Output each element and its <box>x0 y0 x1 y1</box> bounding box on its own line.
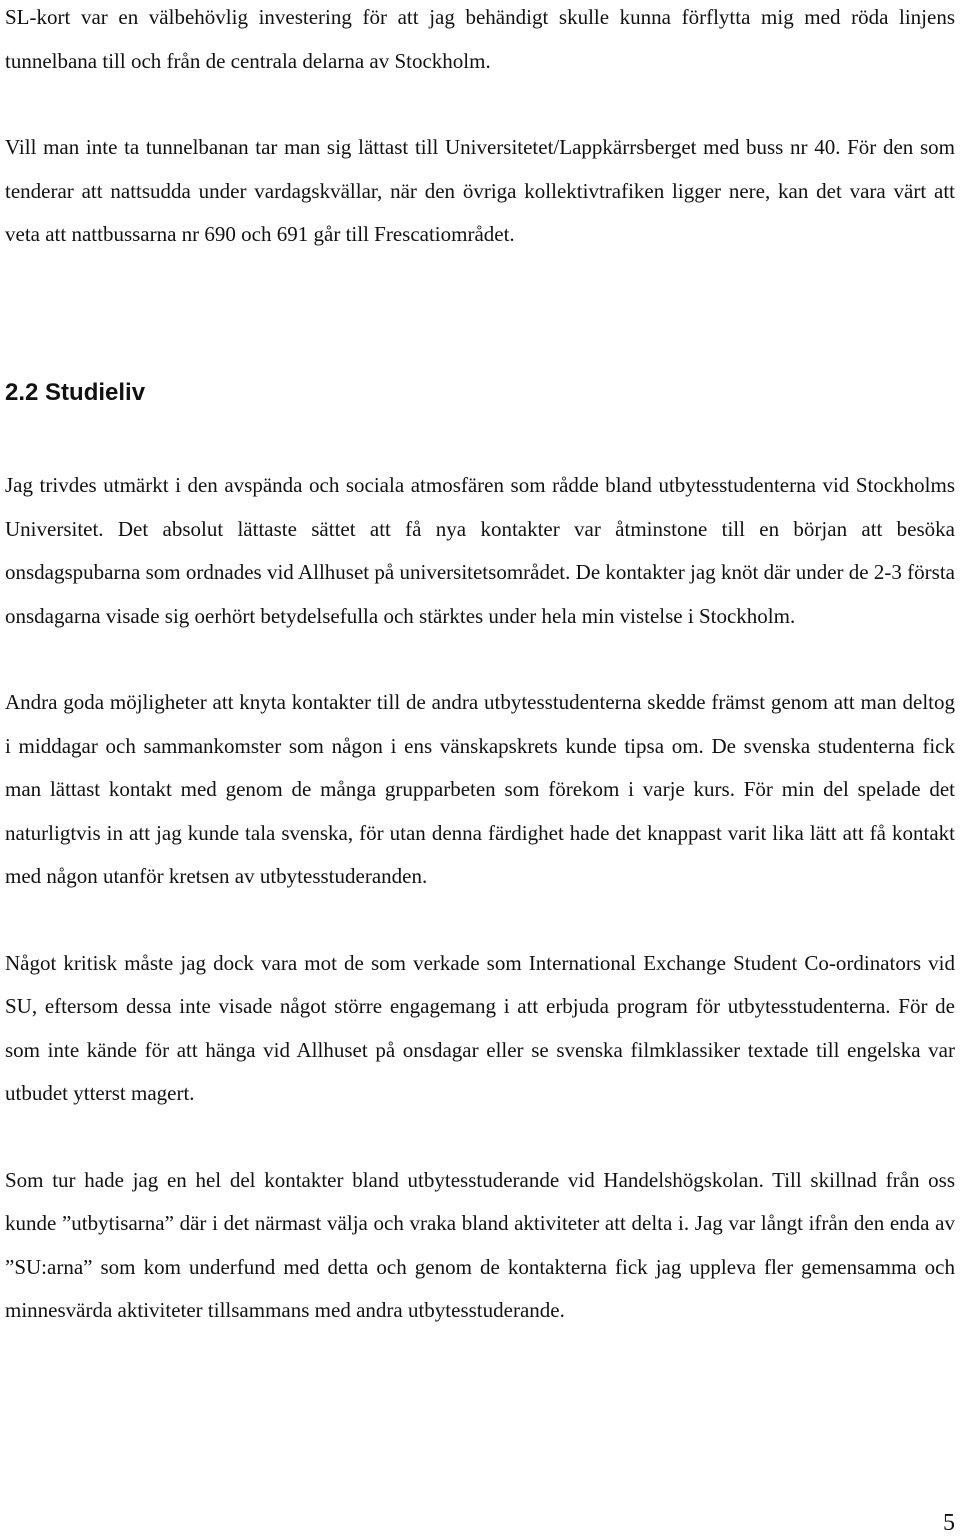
paragraph-studieliv-intro: Jag trivdes utmärkt i den avspända och sociala atmosfären som rådde bland utbytesstudenterna vid Stockholms Universitet. Det absolut lättaste sättet att få nya kontakter var åtminstone till en början att besöka onsdagspubarna som ordnades vid Allhuset på universitetsområdet. De kontakter jag knöt där under de 2-3 första onsdagarna visade sig oerhört betydelsefulla och stärktes under hela min vistelse i Stockholm. <box>5 473 955 628</box>
paragraph-handelshogskolan: Som tur hade jag en hel del kontakter bland utbytesstuderande vid Handelshögskolan. Till skillnad från oss kunde ”utbytisarna” där i det närmast välja och vraka bland aktiviteter att delta i. Jag var långt ifrån den enda av ”SU:arna” som kom underfund med detta och genom de kontakterna fick jag uppleva fler gemensamma och minnesvärda aktiviteter tillsammans med andra utbytesstuderande. <box>5 1167 955 1322</box>
page-number: 5 <box>943 1510 955 1536</box>
section-spacer <box>5 257 955 371</box>
heading-spacer <box>5 414 955 464</box>
paragraph-spacer <box>5 638 955 681</box>
paragraph-critique: Något kritisk måste jag dock vara mot de som verkade som International Exchange Student Co-ordinators vid SU, eftersom dessa inte visade något större engagemang i att erbjuda program för utbytesstudenterna. För de som inte kände för att hänga vid Allhuset på onsdagar eller se svenska filmklassiker textade till engelska var utbudet ytterst magert. <box>5 950 955 1105</box>
paragraph-contacts: Andra goda möjligheter att knyta kontakter till de andra utbytesstudenterna skedde främst genom att man deltog i middagar och sammankomster som någon i ens vänskapskrets kunde tipsa om. De svenska studenterna fick man lättast kontakt med genom de många grupparbeten som förekom i varje kurs. För min del spelade det naturligtvis in att jag kunde tala svenska, för utan denna färdighet hade det knappast varit lika lätt att få kontakt med någon utanför kretsen av utbytesstuderanden. <box>5 690 955 888</box>
paragraph-spacer <box>5 1116 955 1159</box>
paragraph-sl-kort: SL-kort var en välbehövlig investering för att jag behändigt skulle kunna förflytta mig med röda linjens tunnelbana till och från de centrala delarna av Stockholm. <box>5 5 955 73</box>
paragraph-transport: Vill man inte ta tunnelbanan tar man sig lättast till Universitetet/Lappkärrsberget med buss nr 40. För den som tenderar att nattsudda under vardagskvällar, när den övriga kollektivtrafiken ligger nere, kan det vara värt att veta att nattbussarna nr 690 och 691 går till Frescatiområdet. <box>5 135 955 246</box>
paragraph-spacer <box>5 83 955 126</box>
paragraph-spacer <box>5 899 955 942</box>
section-heading: 2.2 Studieliv <box>5 378 146 406</box>
document-page <box>5 0 955 1333</box>
